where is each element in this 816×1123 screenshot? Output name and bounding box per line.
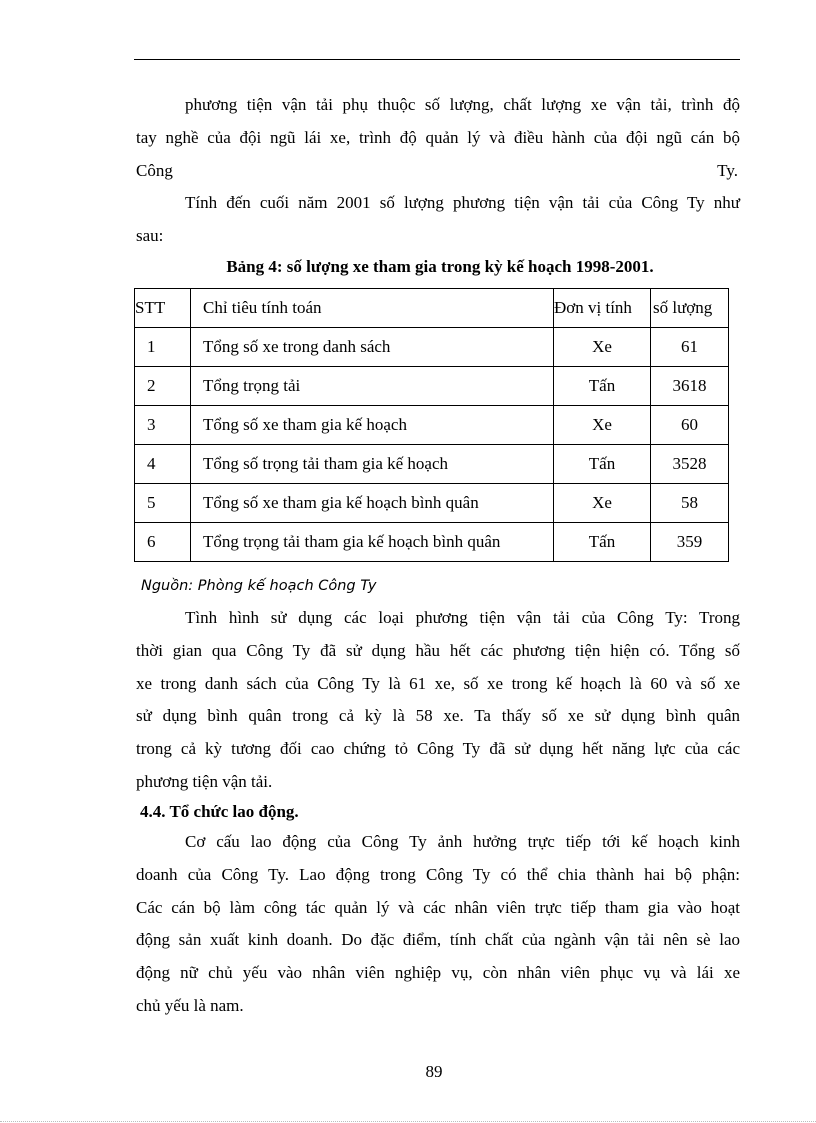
table-source-note: Nguồn: Phòng kế hoạch Công Ty bbox=[141, 578, 377, 594]
lead-paragraph bbox=[136, 187, 740, 253]
table-cell: Tổng số xe tham gia kế hoạch bbox=[191, 406, 554, 445]
section-heading: 4.4. Tổ chức lao động. bbox=[140, 802, 299, 821]
table-cell: 61 bbox=[651, 328, 729, 367]
table-cell: Tổng trọng tải bbox=[191, 367, 554, 406]
table-cell: Xe bbox=[554, 406, 651, 445]
page-number: 89 bbox=[425, 1062, 443, 1081]
text-line bbox=[136, 155, 740, 188]
table-row bbox=[135, 406, 729, 445]
table-row bbox=[135, 367, 729, 406]
table-cell: Tấn bbox=[554, 523, 651, 562]
text-line: tay nghề của đội ngũ lái xe, trình độ quản lý và điều hành của đội ngũ cán bộ bbox=[136, 127, 740, 147]
table-title: Bảng 4: số lượng xe tham gia trong kỳ kế hoạch 1998-2001. bbox=[226, 257, 654, 276]
table-cell: 5 bbox=[135, 484, 191, 523]
table-cell: 3 bbox=[135, 406, 191, 445]
header-cell: Chỉ tiêu tính toán bbox=[191, 289, 554, 328]
text-line: chủ yếu là nam. bbox=[136, 995, 244, 1015]
table-cell: 2 bbox=[135, 367, 191, 406]
table-cell: Xe bbox=[554, 484, 651, 523]
table-cell: 6 bbox=[135, 523, 191, 562]
table-cell: Tổng trọng tải tham gia kế hoạch bình quân bbox=[191, 523, 554, 562]
table-cell: Tổng số xe tham gia kế hoạch bình quân bbox=[191, 484, 554, 523]
table-cell: Tấn bbox=[554, 367, 651, 406]
table-cell: Tấn bbox=[554, 445, 651, 484]
text-fragment: Ty. bbox=[717, 160, 738, 180]
text-line: phương tiện vận tải. bbox=[136, 771, 273, 791]
text-line: doanh của Công Ty. Lao động trong Công Ty có thể chia thành hai bộ phận: bbox=[136, 864, 740, 884]
header-cell: Đơn vị tính bbox=[554, 289, 651, 328]
text-line: sau: bbox=[136, 225, 164, 245]
header-rule bbox=[134, 59, 740, 60]
header-cell: STT bbox=[135, 289, 191, 328]
text-line: Tình hình sử dụng các loại phương tiện vận tải của Công Ty: Trong bbox=[185, 608, 740, 627]
table-cell: 3618 bbox=[651, 367, 729, 406]
vehicle-table bbox=[134, 288, 729, 562]
text-line: phương tiện vận tải phụ thuộc số lượng, chất lượng xe vận tải, trình độ bbox=[185, 95, 740, 114]
text-line: thời gian qua Công Ty đã sử dụng hầu hết các phương tiện hiện có. Tổng số bbox=[136, 640, 740, 660]
text-line: Cơ cấu lao động của Công Ty ảnh hưởng trực tiếp tới kế hoạch kinh bbox=[185, 832, 740, 851]
table-header-row bbox=[135, 289, 729, 328]
table-row bbox=[135, 523, 729, 562]
text-line: Tính đến cuối năm 2001 số lượng phương tiện vận tải của Công Ty như bbox=[185, 193, 740, 212]
page-bottom-border bbox=[0, 1121, 816, 1122]
table-cell: 58 bbox=[651, 484, 729, 523]
table-cell: 3528 bbox=[651, 445, 729, 484]
table-cell: 1 bbox=[135, 328, 191, 367]
text-line: xe trong danh sách của Công Ty là 61 xe, số xe trong kế hoạch là 60 và số xe bbox=[136, 673, 740, 693]
text-line: trong cả kỳ tương đối cao chứng tỏ Công Ty đã sử dụng hết năng lực của các bbox=[136, 739, 740, 759]
table-cell: Xe bbox=[554, 328, 651, 367]
table-row bbox=[135, 328, 729, 367]
text-line: sử dụng bình quân trong cả kỳ là 58 xe. Ta thấy số xe sử dụng bình quân bbox=[136, 706, 740, 726]
table-row bbox=[135, 484, 729, 523]
labor-paragraph bbox=[136, 826, 740, 1023]
text-line: động nữ chủ yếu vào nhân viên nghiệp vụ, còn nhân viên phục vụ và lái xe bbox=[136, 963, 740, 983]
text-line: động sản xuất kinh doanh. Do đặc điểm, tính chất của ngành vận tải nên sè lao bbox=[136, 930, 740, 950]
table-cell: 359 bbox=[651, 523, 729, 562]
table-cell: Tổng số trọng tải tham gia kế hoạch bbox=[191, 445, 554, 484]
table-cell: Tổng số xe trong danh sách bbox=[191, 328, 554, 367]
text-line: Các cán bộ làm công tác quản lý và các nhân viên trực tiếp tham gia vào hoạt bbox=[136, 897, 740, 917]
text-fragment: Công bbox=[136, 160, 173, 180]
table-cell: 4 bbox=[135, 445, 191, 484]
usage-paragraph bbox=[136, 602, 740, 799]
intro-paragraph bbox=[136, 89, 740, 187]
header-cell: số lượng bbox=[651, 289, 729, 328]
table-row bbox=[135, 445, 729, 484]
table-cell: 60 bbox=[651, 406, 729, 445]
